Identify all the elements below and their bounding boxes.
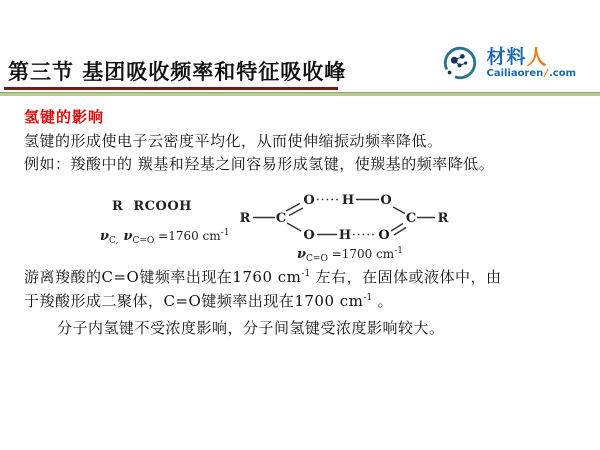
logo-brand-ren: 人 bbox=[526, 45, 547, 69]
paragraph-line: 例如：羧酸中的 羰基和羟基之间容易形成氢键，使羰基的频率降低。 bbox=[24, 155, 495, 173]
monomer-formula: R RCOOH bbox=[112, 199, 192, 214]
cailiaoren-logo bbox=[441, 44, 576, 82]
monomer-frequency: $\nu_{C,}$ $\nu_{C=O} =1760$ $cm^{-1}$ bbox=[100, 228, 230, 246]
dimer-structure-diagram bbox=[233, 186, 453, 250]
header-divider bbox=[0, 92, 600, 96]
paragraph-line: 于羧酸形成二聚体，C=O键频率出现在1700 $cm^{-1}$ 。 bbox=[24, 292, 393, 310]
logo-tld: .com bbox=[548, 68, 576, 79]
logo-brand-en: Cailiaoren bbox=[486, 68, 544, 79]
paragraph-line: 氢键的形成使电子云密度平均化，从而使伸缩振动频率降低。 bbox=[24, 132, 443, 150]
page-title: 第三节 基团吸收频率和特征吸收峰 bbox=[8, 59, 347, 84]
logo-brand-cn: 材料 bbox=[486, 46, 527, 68]
nu-symbol: ν bbox=[100, 229, 110, 244]
paragraph-line: 游离羧酸的C=O键频率出现在1760 $cm^{-1}$ 左右，在固体或液体中，由 bbox=[24, 268, 502, 286]
nu-symbol: ν bbox=[123, 229, 133, 244]
atom-label: H bbox=[341, 193, 355, 208]
atom-label: O bbox=[380, 193, 392, 208]
atom-label: O bbox=[378, 228, 390, 243]
molecule-circle-icon bbox=[441, 44, 479, 82]
atom-label: O bbox=[303, 228, 315, 243]
atom-label: R bbox=[437, 211, 449, 226]
logo-slash: / bbox=[544, 68, 548, 79]
atom-label: H bbox=[338, 228, 352, 243]
atom-label: R bbox=[239, 211, 251, 226]
title-underline bbox=[4, 87, 338, 90]
section-heading: 氢键的影响 bbox=[24, 108, 105, 126]
nu-symbol: ν bbox=[297, 247, 307, 262]
atom-label: C bbox=[405, 211, 417, 226]
atom-label: O bbox=[303, 193, 315, 208]
dimer-frequency: $\nu_{C=O} =1700$ $cm^{-1}$ bbox=[297, 246, 403, 264]
logo-text bbox=[486, 47, 576, 79]
atom-label: C bbox=[275, 211, 287, 226]
paragraph-line: 分子内氢键不受浓度影响，分子间氢键受浓度影响较大。 bbox=[57, 319, 445, 337]
